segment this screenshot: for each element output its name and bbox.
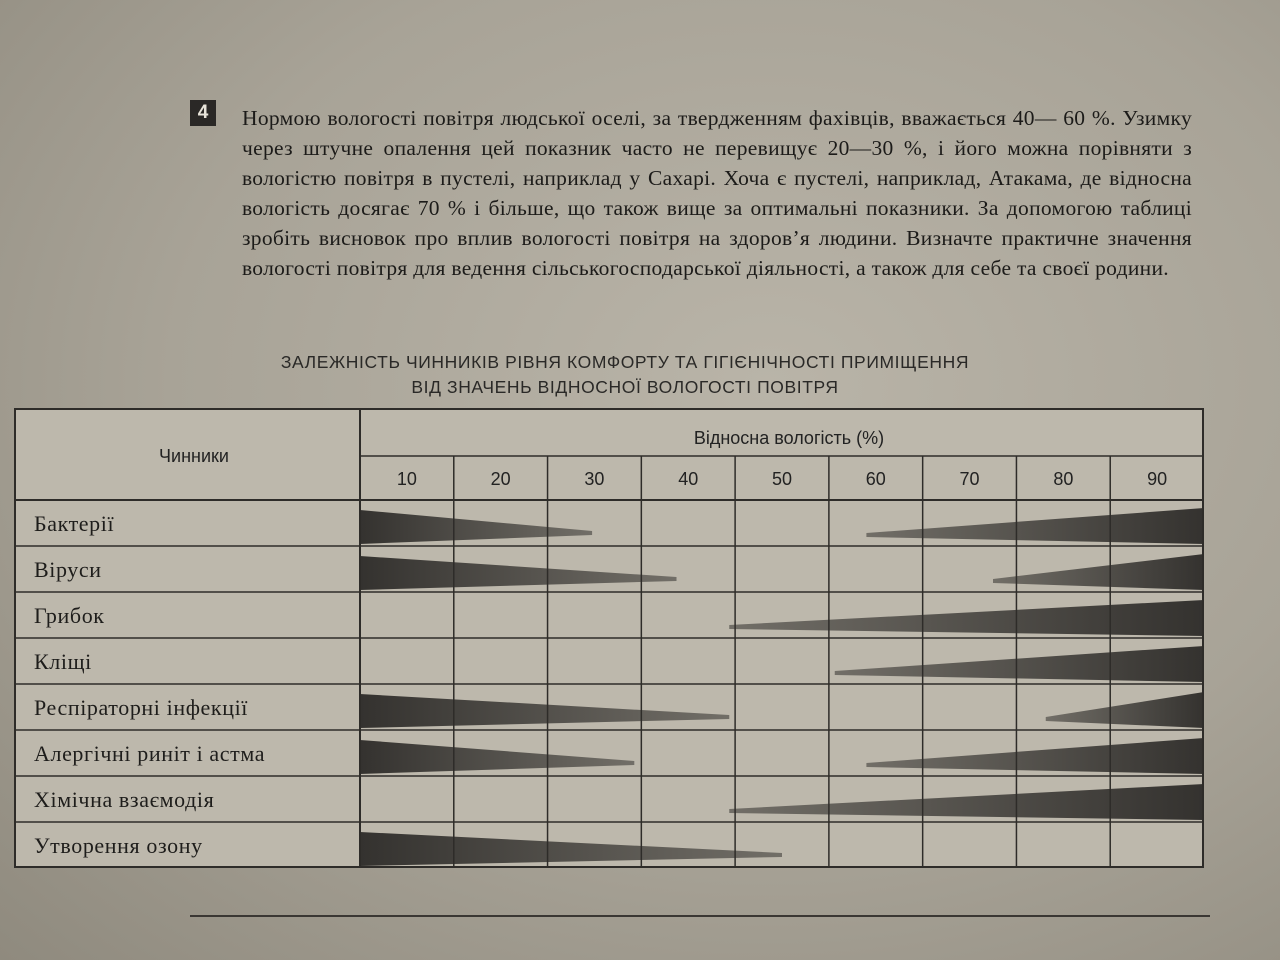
humidity-value: 60: [865, 469, 886, 489]
humidity-value: 30: [584, 469, 605, 489]
humidity-value: 90: [1147, 469, 1168, 489]
humidity-value: 50: [771, 469, 793, 489]
humidity-value: 10: [396, 469, 417, 489]
humidity-factors-table: [14, 408, 1204, 868]
factor-label: Бактерії: [34, 511, 115, 536]
table-title-line1: ЗАЛЕЖНІСТЬ ЧИННИКІВ РІВНЯ КОМФОРТУ ТА ГІГІЄНІЧНОСТІ ПРИМІЩЕННЯ: [280, 352, 970, 372]
factor-label: Утворення озону: [34, 833, 203, 858]
table-title: [200, 350, 1050, 400]
humidity-value: 20: [490, 469, 511, 489]
task-number-badge: 4: [190, 100, 216, 126]
humidity-value: 70: [959, 469, 980, 489]
factor-label: Грибок: [34, 603, 105, 628]
factors-header: Чинники: [159, 446, 229, 466]
humidity-value: 40: [678, 469, 699, 489]
footer-rule: [190, 915, 1210, 917]
factor-label: Алергічні риніт і астма: [34, 741, 266, 766]
factor-label: Кліщі: [34, 649, 92, 674]
humidity-value: 80: [1053, 469, 1074, 489]
task-text: Нормою вологості повітря людської оселі, за твердженням фахівців, вважається 40— 60 %. Узимку через штучне опалення цей показник часто не перевищує 20—30 %, і його можна порівняти з вологістю повітря в пустелі, наприклад у Сахарі. Хоча є пустелі, наприклад, Атакама, де відносна вологість досягає 70 % і більше, що також вище за оптимальні показники. За допомогою таблиці зробіть висновок про вплив вологості повітря на здоров’я людини. Визначте практичне значення вологості повітря для ведення сільськогосподарської діяльності, а також для себе та своєї родини.: [242, 106, 1192, 280]
table-title-line2: ВІД ЗНАЧЕНЬ ВІДНОСНОЇ ВОЛОГОСТІ ПОВІТРЯ: [411, 377, 839, 397]
factor-label: Респіраторні інфекції: [34, 695, 249, 720]
humidity-header: Відносна вологість (%): [693, 428, 885, 448]
factor-label: Віруси: [34, 557, 102, 582]
factor-label: Хімічна взаємодія: [34, 787, 215, 812]
